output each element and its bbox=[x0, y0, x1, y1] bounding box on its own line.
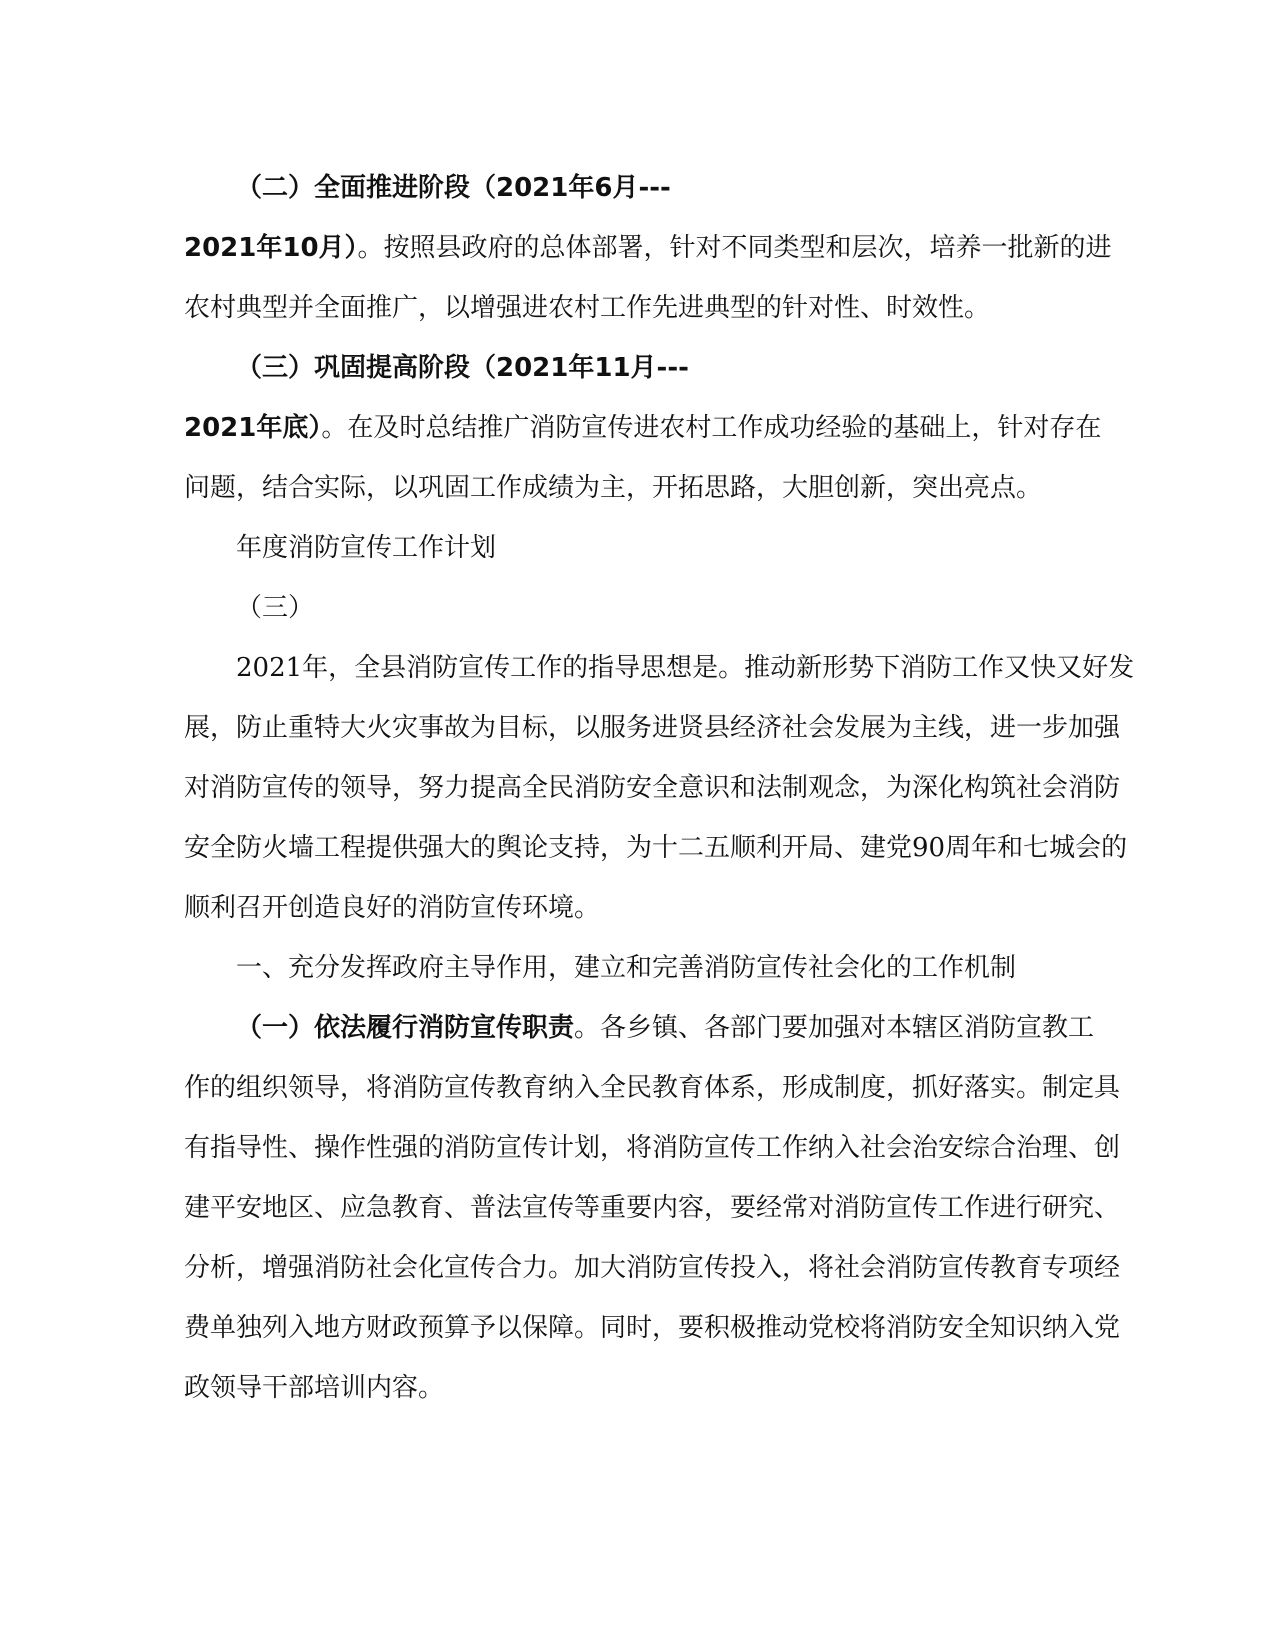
guiding-line-1: 2021年，全县消防宣传工作的指导思想是。推动新形势下消防工作又快又好发 bbox=[236, 653, 1135, 683]
doc-title: 年度消防宣传工作计划 bbox=[236, 533, 497, 563]
guiding-line-2: 展，防止重特大火灾事故为目标，以服务进贤县经济社会发展为主线，进一步加强 bbox=[184, 713, 1121, 743]
doc-part: （三） bbox=[236, 593, 315, 623]
stage2-heading-cont: 2021年10月） bbox=[184, 233, 358, 263]
stage3-paragraph-line-2: 问题，结合实际，以巩固工作成绩为主，开拓思路，大胆创新，突出亮点。 bbox=[184, 473, 1043, 503]
item1-line-5: 分析，增强消防社会化宣传合力。加大消防宣传投入，将社会消防宣传教育专项经 bbox=[184, 1253, 1121, 1283]
stage2-paragraph-line-2: 农村典型并全面推广，以增强进农村工作先进典型的针对性、时效性。 bbox=[184, 293, 991, 323]
item1-line-2: 作的组织领导，将消防宣传教育纳入全民教育体系，形成制度，抓好落实。制定具 bbox=[184, 1073, 1121, 1103]
item1-paragraph-line-1 bbox=[184, 998, 1095, 1058]
stage2-text-1: 。按照县政府的总体部署，针对不同类型和层次，培养一批新的进 bbox=[357, 233, 1112, 263]
item1-line-6: 费单独列入地方财政预算予以保障。同时，要积极推动党校将消防安全知识纳入党 bbox=[184, 1313, 1121, 1343]
stage3-heading-cont: 2021年底） bbox=[184, 413, 322, 443]
stage3-paragraph-line-1 bbox=[184, 398, 1102, 458]
item1-line-7: 政领导干部培训内容。 bbox=[184, 1373, 445, 1403]
stage3-text-1: 。在及时总结推广消防宣传进农村工作成功经验的基础上，针对存在 bbox=[321, 413, 1102, 443]
document-page bbox=[184, 158, 1135, 1418]
item1-text-1: 。各乡镇、各部门要加强对本辖区消防宣教工 bbox=[574, 1013, 1095, 1043]
stage2-heading: （二）全面推进阶段（2021年6月--- bbox=[236, 173, 671, 203]
section1-title: 一、充分发挥政府主导作用，建立和完善消防宣传社会化的工作机制 bbox=[236, 953, 1017, 983]
guiding-line-5: 顺利召开创造良好的消防宣传环境。 bbox=[184, 893, 601, 923]
item1-line-4: 建平安地区、应急教育、普法宣传等重要内容，要经常对消防宣传工作进行研究、 bbox=[184, 1193, 1121, 1223]
stage3-heading: （三）巩固提高阶段（2021年11月--- bbox=[236, 353, 689, 383]
item1-heading: （一）依法履行消防宣传职责 bbox=[236, 1013, 575, 1043]
item1-line-3: 有指导性、操作性强的消防宣传计划，将消防宣传工作纳入社会治安综合治理、创 bbox=[184, 1133, 1121, 1163]
guiding-line-3: 对消防宣传的领导，努力提高全民消防安全意识和法制观念，为深化构筑社会消防 bbox=[184, 773, 1121, 803]
guiding-line-4: 安全防火墙工程提供强大的舆论支持，为十二五顺利开局、建党90周年和七城会的 bbox=[184, 833, 1128, 863]
stage2-paragraph-line-1 bbox=[184, 218, 1112, 278]
